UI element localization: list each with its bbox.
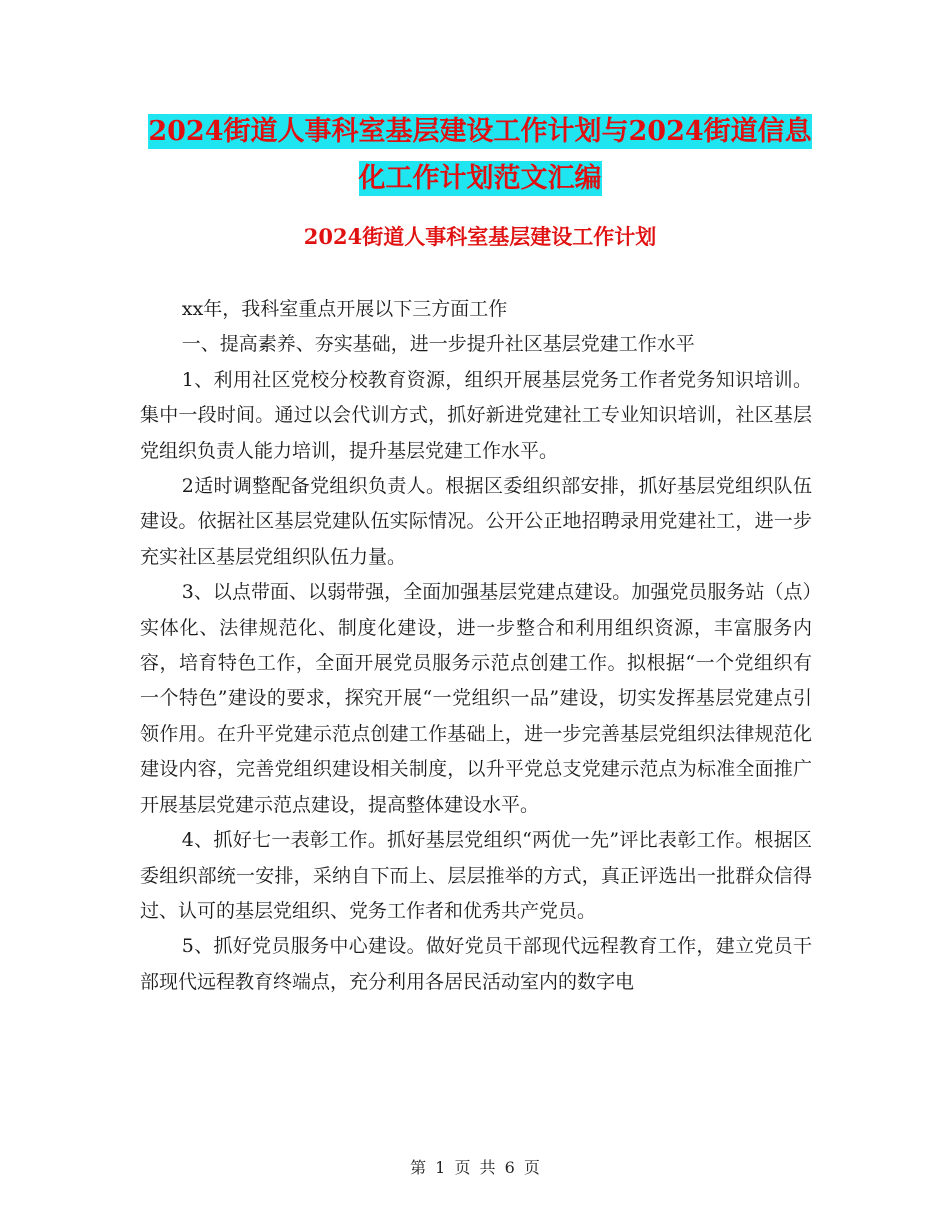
document-body xyxy=(140,292,812,1000)
paragraph-item-1: 1、利用社区党校分校教育资源，组织开展基层党务工作者党务知识培训。集中一段时间。通过以会代训方式，抓好新进党建社工专业知识培训，社区基层党组织负责人能力培训，提升基层党建工作水平。 xyxy=(140,368,812,462)
section-title: 2024街道人事科室基层建设工作计划 xyxy=(303,224,657,249)
paragraph-item-3: 3、以点带面、以弱带强，全面加强基层党建点建设。加强党员服务站（点）实体化、法律规范化、制度化建设，进一步整合和利用组织资源，丰富服务内容，培育特色工作，全面开展党员服务示范点创建工作。拟根据“一个党组织有一个特色”建设的要求，探究开展“一党组织一品”建设，切实发挥基层党建点引领作用。在升平党建示范点创建工作基础上，进一步完善基层党组织法律规范化建设内容，完善党组织建设相关制度，以升平党总支党建示范点为标准全面推广开展基层党建示范点建设，提高整体建设水平。 xyxy=(140,581,812,816)
page-footer: 第 1 页 共 6 页 xyxy=(410,1158,540,1177)
document-title-line-1: 2024街道人事科室基层建设工作计划与2024街道信息 xyxy=(148,116,812,147)
paragraph-item-2: 2适时调整配备党组织负责人。根据区委组织部安排，抓好基层党组织队伍建设。依据社区基层党建队伍实际情况。公开公正地招聘录用党建社工，进一步充实社区基层党组织队伍力量。 xyxy=(140,475,812,568)
paragraph-item-4: 4、抓好七一表彰工作。抓好基层党组织“两优一先”评比表彰工作。根据区委组织部统一安排，采纳自下而上、层层推举的方式，真正评选出一批群众信得过、认可的基层党组织、党务工作者和优秀共产党员。 xyxy=(140,829,812,922)
paragraph-intro: xx年，我科室重点开展以下三方面工作 xyxy=(181,298,508,320)
document-title xyxy=(140,108,820,202)
document-title-line-2: 化工作计划范文汇编 xyxy=(358,163,602,194)
paragraph-heading-1: 一、提高素养、夯实基础，进一步提升社区基层党建工作水平 xyxy=(181,333,695,356)
paragraph-item-5: 5、抓好党员服务中心建设。做好党员干部现代远程教育工作，建立党员干部现代远程教育终端点，充分利用各居民活动室内的数字电 xyxy=(140,935,812,993)
